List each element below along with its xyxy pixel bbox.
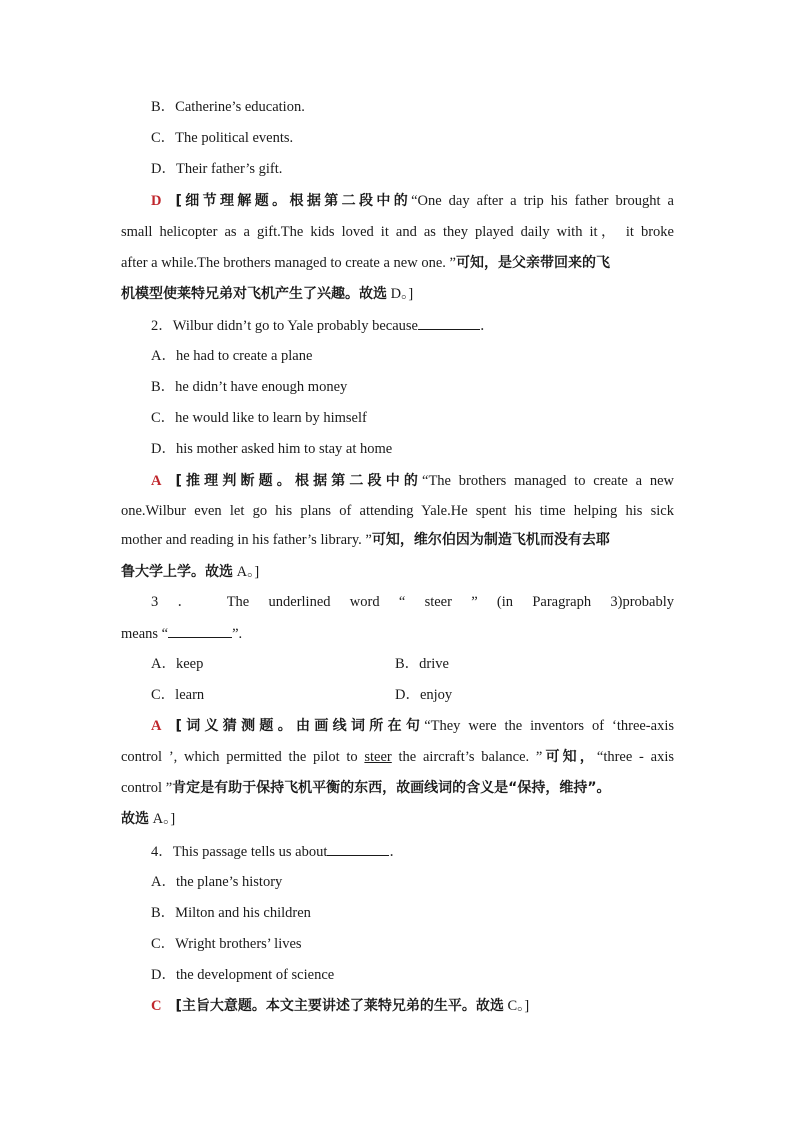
q3-option-a: A．keep — [151, 656, 204, 672]
q2-option-c: C．he would like to learn by himself — [151, 410, 367, 426]
q2-answer: A — [151, 473, 162, 489]
q1-explanation-line-4: 机模型使莱特兄弟对飞机产生了兴趣。故选 D。] — [121, 286, 414, 302]
q3-explanation-line-4: 故选 A。] — [121, 811, 176, 827]
q1-option-b: B．Catherine’s education. — [151, 99, 305, 115]
q2-option-a: A．he had to create a plane — [151, 348, 313, 364]
q1-explanation-line-3: after a while.The brothers managed to create a new one. ”可知，是父亲带回来的飞 — [121, 255, 610, 271]
answer-blank — [168, 623, 232, 638]
q2-option-b: B．he didn’t have enough money — [151, 379, 348, 395]
answer-blank — [418, 315, 480, 330]
q1-option-c: C．The political events. — [151, 130, 294, 146]
q4-option-c: C．Wright brothers’ lives — [151, 936, 302, 952]
q4-stem: 4．This passage tells us about ． — [151, 841, 674, 862]
q2-explanation-line-4: 鲁大学上学。故选 A。] — [121, 564, 260, 580]
q2-stem: 2．Wilbur didn’t go to Yale probably because ． — [151, 315, 674, 336]
q4-option-b: B．Milton and his children — [151, 905, 311, 921]
q1-answer: D — [151, 193, 162, 209]
q4-option-d: D．the development of science — [151, 967, 335, 983]
q3-stem-line-2: means “ ”. — [121, 623, 674, 644]
q3-explanation-line-1: A [词义猜测题。由画线词所在句“They were the inventors of ‘three-axis — [151, 718, 674, 734]
q3-explanation-line-3: control ”肯定是有助于保持飞机平衡的东西，故画线词的含义是“保持，维持”。 — [121, 780, 611, 796]
q1-explanation-line-2: small helicopter as a gift.The kids loved it and as they played daily with it， it broke — [121, 224, 674, 240]
q1-explanation-line-1: D [细节理解题。根据第二段中的“One day after a trip his father brought a — [151, 193, 674, 209]
q2-option-d: D．his mother asked him to stay at home — [151, 441, 393, 457]
q4-explanation: C [主旨大意题。本文主要讲述了莱特兄弟的生平。故选 C。] — [151, 998, 530, 1014]
q2-explanation-line-2: one.Wilbur even let go his plans of attending Yale.He spent his time helping his sick — [121, 503, 674, 519]
q3-explanation-line-2: control ’, which permitted the pilot to steer the aircraft’s balance. ”可知，“three - axis — [121, 749, 675, 765]
q2-explanation-line-1: A [推理判断题。根据第二段中的“The brothers managed to create a new — [151, 473, 674, 489]
answer-blank — [327, 841, 389, 856]
q3-option-c: C．learn — [151, 687, 205, 703]
q2-explanation-line-3: mother and reading in his father’s library. ”可知，维尔伯因为制造飞机而没有去耶 — [121, 532, 610, 548]
q3-stem-line-1: 3 ． The underlined word “ steer ” (in Paragraph 3)probably — [151, 594, 674, 610]
q3-option-d: D．enjoy — [395, 687, 453, 703]
q4-answer: C — [151, 998, 162, 1014]
q1-option-d: D．Their father’s gift. — [151, 161, 283, 177]
q3-answer: A — [151, 718, 162, 734]
q4-option-a: A．the plane’s history — [151, 874, 283, 890]
q3-option-b: B．drive — [395, 656, 449, 672]
underlined-word: steer — [364, 749, 392, 765]
